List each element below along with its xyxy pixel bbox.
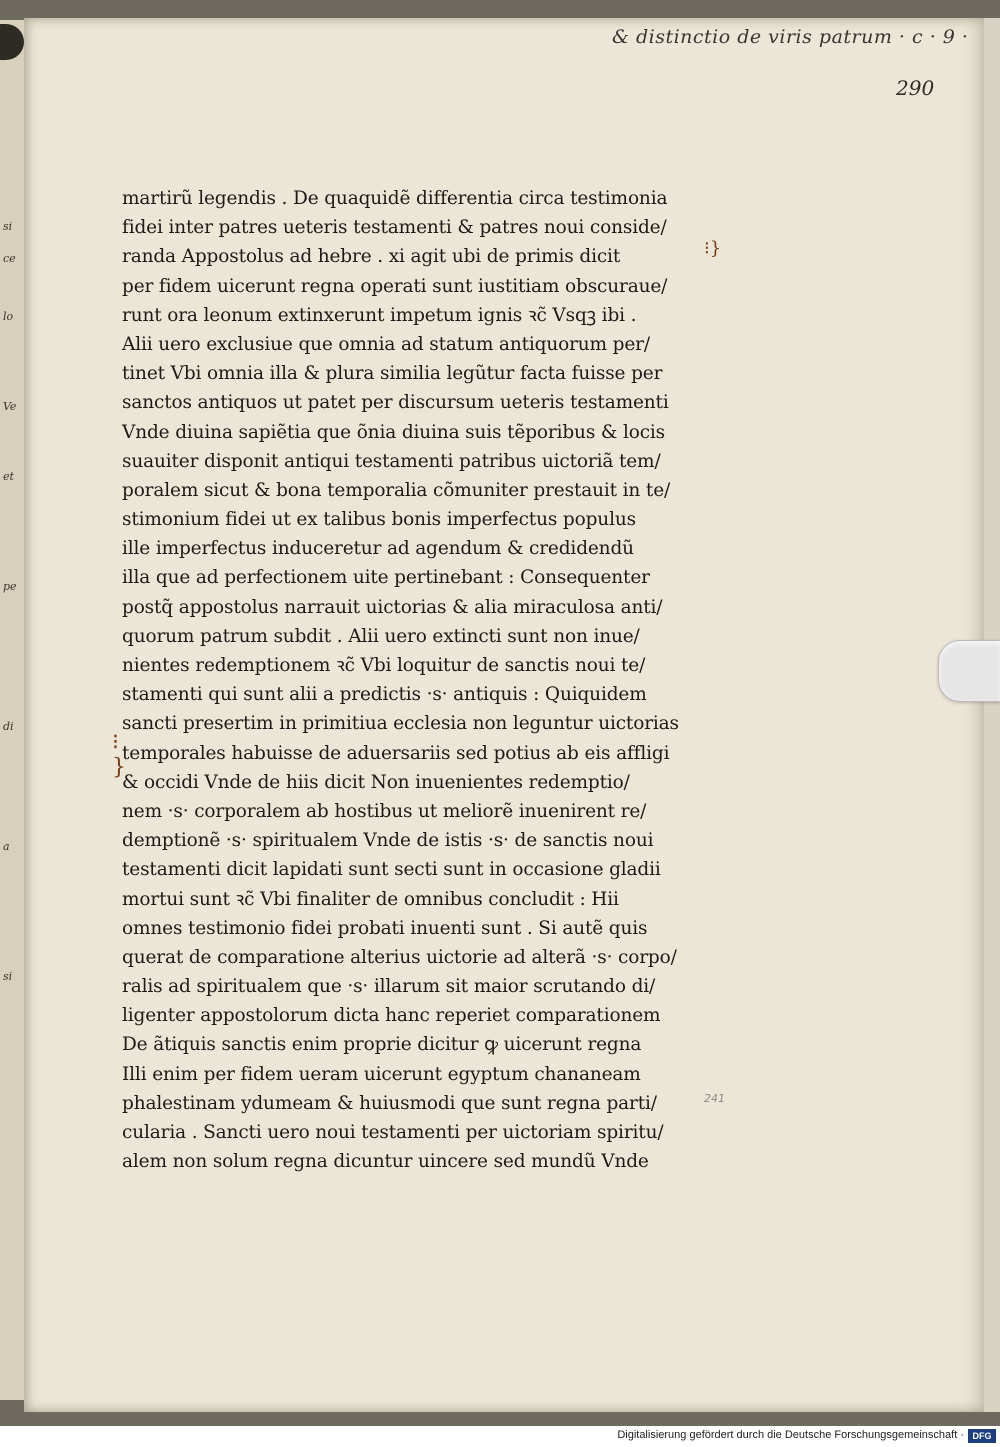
text-line: suauiter disponit antiqui testamenti patribus uictoriã tem/ (122, 450, 661, 472)
text-line: omnes testimonio fidei probati inuenti sunt . Si autẽ quis (122, 917, 648, 939)
page-edge (984, 18, 1000, 1412)
text-line: nientes redemptionem ꝛc̃ Vbi loquitur de sanctis noui te/ (122, 655, 646, 676)
text-line: temporales habuisse de aduersariis sed potius ab eis affligi (122, 742, 670, 764)
text-line: ligenter appostolorum dicta hanc reperiet comparationem (122, 1005, 661, 1027)
text-line: quorum patrum subdit . Alii uero extincti sunt non inue/ (122, 625, 640, 647)
rubric-margin-mark-icon: ⁝} (704, 238, 722, 259)
text-line: querat de comparatione alterius uictorie ad alterã ·s· corpo/ (122, 946, 677, 968)
handwritten-margin-note: & distinctio de viris patrum · c · 9 · (612, 26, 969, 48)
text-line: ille imperfectus induceretur ad agendum & credidendũ (122, 538, 634, 560)
folio-number: 290 (896, 76, 935, 100)
rubric-bracket-mark-icon: ⁝ } (112, 730, 126, 780)
dfg-logo-icon: DFG (968, 1429, 996, 1443)
text-line: stimonium fidei ut ex talibus bonis imperfectus populus (122, 509, 636, 531)
text-line: poralem sicut & bona temporalia cõmuniter prestauit in te/ (122, 479, 671, 501)
text-line: nem ·s· corporalem ab hostibus ut meliorẽ inuenirent re/ (122, 800, 647, 822)
footer-credit-text: Digitalisierung gefördert durch die Deutsche Forschungsgemeinschaft · (617, 1429, 964, 1441)
facing-page-edge: si ce lo Ve et pe di a si (0, 20, 29, 1400)
text-line: demptionẽ ·s· spiritualem Vnde de istis ·s· de sanctis noui (122, 830, 654, 852)
pencil-annotation: 241 (704, 1092, 725, 1105)
text-line: Alii uero exclusiue que omnia ad statum antiquorum per/ (122, 333, 650, 355)
text-line: & occidi Vnde de hiis dicit Non inuenientes redemptio/ (122, 771, 630, 793)
text-line: martirũ legendis . De quaquidẽ differentia circa testimonia (122, 188, 668, 209)
text-line: De ãtiquis sanctis enim proprie dicitur ꝙ uicerunt regna (122, 1034, 642, 1056)
text-line: phalestinam ydumeam & huiusmodi que sunt regna parti/ (122, 1092, 657, 1114)
text-line: ralis ad spiritualem que ·s· illarum sit maior scrutando di/ (122, 976, 656, 998)
text-line: illa que ad perfectionem uite pertinebant : Consequenter (122, 567, 650, 589)
text-line: sancti presertim in primitiua ecclesia non leguntur uictorias (122, 713, 679, 735)
text-line: per fidem uicerunt regna operati sunt iustitiam obscuraue/ (122, 275, 668, 297)
text-line: postq̃ appostolus narrauit uictorias & alia miraculosa anti/ (122, 596, 663, 618)
printed-text-block (122, 184, 722, 1176)
text-line: fidei inter patres ueteris testamenti & patres noui conside/ (122, 217, 667, 239)
digitization-footer (0, 1426, 1000, 1447)
text-line: alem non solum regna dicuntur uincere sed mundũ Vnde (122, 1151, 649, 1173)
text-line: Illi enim per fidem ueram uicerunt egyptum chananeam (122, 1063, 641, 1085)
text-line: tinet Vbi omnia illa & plura similia legũtur facta fuisse per (122, 363, 663, 385)
text-line: sanctos antiquos ut patet per discursum ueteris testamenti (122, 392, 669, 414)
text-line: runt ora leonum extinxerunt impetum ignis ꝛc̃ Vsqꝫ ibi . (122, 304, 637, 326)
text-line: Vnde diuina sapiẽtia que õnia diuina suis tẽporibus & locis (122, 421, 666, 443)
text-line: cularia . Sancti uero noui testamenti per uictoriam spiritu/ (122, 1122, 664, 1143)
page-tab-marker (938, 640, 1000, 702)
text-line: mortui sunt ꝛc̃ Vbi finaliter de omnibus concludit : Hii (122, 888, 619, 910)
text-line: testamenti dicit lapidati sunt secti sunt in occasione gladii (122, 859, 661, 881)
text-line: randa Appostolus ad hebre . xi agit ubi de primis dicit (122, 246, 621, 268)
text-line: stamenti qui sunt alii a predictis ·s· antiquis : Quiquidem (122, 684, 647, 706)
